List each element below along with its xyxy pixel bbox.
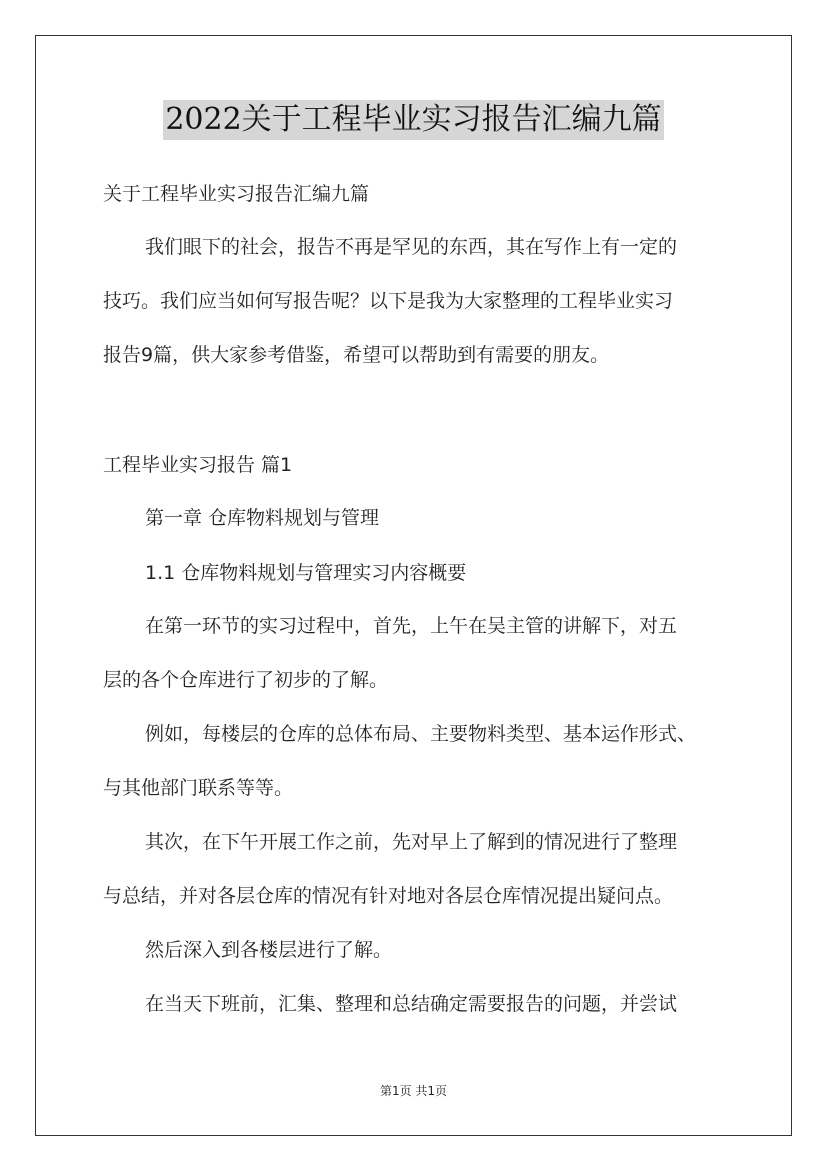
- body-line-5: 其次，在下午开展工作之前，先对早上了解到的情况进行了整理: [145, 831, 678, 853]
- body-line-1: 在第一环节的实习过程中，首先，上午在吴主管的讲解下，对五: [145, 615, 678, 637]
- page-footer: 第1页 共1页: [379, 1084, 448, 1098]
- title-wrapper: [0, 100, 827, 140]
- intro-line-2: 技巧。我们应当如何写报告呢？以下是我为大家整理的工程毕业实习: [103, 290, 674, 312]
- subsection-heading: 1.1 仓库物料规划与管理实习内容概要: [145, 562, 467, 584]
- body-line-7: 然后深入到各楼层进行了解。: [145, 939, 393, 961]
- intro-line-3: 报告9篇，供大家参考借鉴，希望可以帮助到有需要的朋友。: [103, 344, 610, 366]
- body-line-8: 在当天下班前，汇集、整理和总结确定需要报告的问题，并尝试: [145, 993, 678, 1015]
- body-line-3: 例如，每楼层的仓库的总体布局、主要物料类型、基本运作形式、: [145, 723, 697, 745]
- document-subtitle: 关于工程毕业实习报告汇编九篇: [103, 183, 370, 205]
- section-heading: 工程毕业实习报告 篇1: [103, 454, 293, 476]
- body-line-6: 与总结，并对各层仓库的情况有针对地对各层仓库情况提出疑问点。: [103, 885, 674, 907]
- intro-line-1: 我们眼下的社会，报告不再是罕见的东西，其在写作上有一定的: [145, 236, 678, 258]
- body-line-2: 层的各个仓库进行了初步的了解。: [103, 669, 389, 691]
- body-line-4: 与其他部门联系等等。: [103, 777, 294, 799]
- document-title: 2022关于工程毕业实习报告汇编九篇: [163, 100, 663, 140]
- chapter-heading: 第一章 仓库物料规划与管理: [145, 507, 380, 529]
